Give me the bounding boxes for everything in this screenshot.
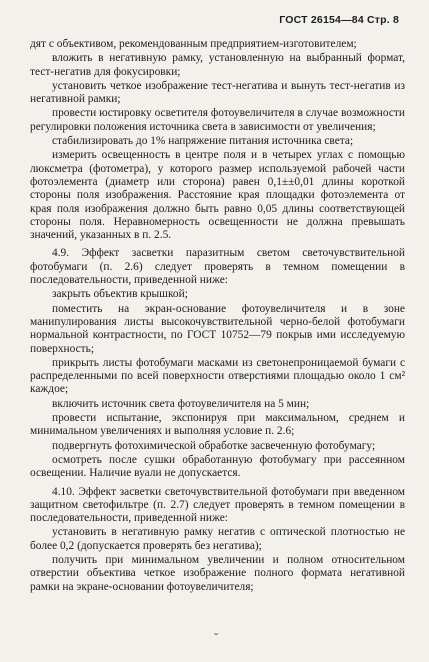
paragraph: подвергнуть фотохимической обработке засвеченную фотобумагу;: [52, 439, 376, 452]
paragraph: включить источник света фотоувеличителя на 5 мин;: [52, 397, 310, 410]
page-header: ГОСТ 26154—84 Стр. 8: [279, 14, 399, 26]
paragraph: провести юстировку осветителя фотоувеличителя в случае возможности регулировки положения источника света в зависимости от увеличения;: [30, 107, 405, 133]
section-heading-4-10: 4.10. Эффект засветки светочувствительной фотобумаги при введенном защитном светофильтре (п. 2.7) следует проверять в темном помещении в последовательности, приведенной ниже:: [30, 485, 405, 525]
paragraph: дят с объективом, рекомендованным предприятием-изготовителем;: [30, 38, 357, 50]
scan-tick-mark: ˇ: [214, 630, 219, 645]
paragraph: прикрыть листы фотобумаги масками из светонепроницаемой бумаги с распределенными по всей поверхности отверстиями площадью около 1 см² каждое;: [30, 356, 405, 396]
paragraph: провести испытание, экспонируя при максимальном, среднем и минимальном увеличениях и выполняя условие п. 2.6;: [30, 412, 405, 438]
section-heading-4-9: 4.9. Эффект засветки паразитным светом светочувствительной фотобумаги (п. 2.6) следует проверять в темном помещении в последовательности, приведенной ниже:: [30, 247, 405, 287]
paragraph: поместить на экран-основание фотоувеличителя и в зоне манипулирования листы высокочувствительной черно-белой фотобумаги нормальной контрастности, по ГОСТ 10752—79 покрыв ими исследуемую поверхность;: [30, 302, 405, 355]
paragraph: вложить в негативную рамку, установленную на выбранный формат, тест-негатив для фокусировки;: [30, 52, 405, 78]
paragraph: осмотреть после сушки обработанную фотобумагу при рассеянном освещении. Наличие вуали не допускается.: [30, 453, 405, 480]
paragraph: закрыть объектив крышкой;: [52, 288, 188, 301]
paragraph: установить в негативную рамку негатив с оптической плотностью не более 0,2 (допускается проверять без негатива);: [30, 526, 405, 552]
paragraph: стабилизировать до 1% напряжение питания источника света;: [52, 135, 354, 148]
paragraph: измерить освещенность в центре поля и в четырех углах с помощью люксметра (фотометра), у которого размер используемой рабочей части фотоэлемента (диаметр или сторона) равен 0,1±±0,01 длины короткой стороны поля изображения. Расстояние края площадки фотоэлемента от края поля изображения должно быть равно 0,05 длины соответствующей стороны поля. Неравномерность освещенности не должна превышать значений, указанных в п. 2.5.: [30, 149, 405, 242]
paragraph: установить четкое изображение тест-негатива и вынуть тест-негатив из негативной рамки;: [30, 79, 405, 106]
paragraph: получить при минимальном увеличении и полном относительном отверстии объектива четкое изображение полного формата негативной рамки на экране-основании фотоувеличителя;: [30, 553, 405, 593]
